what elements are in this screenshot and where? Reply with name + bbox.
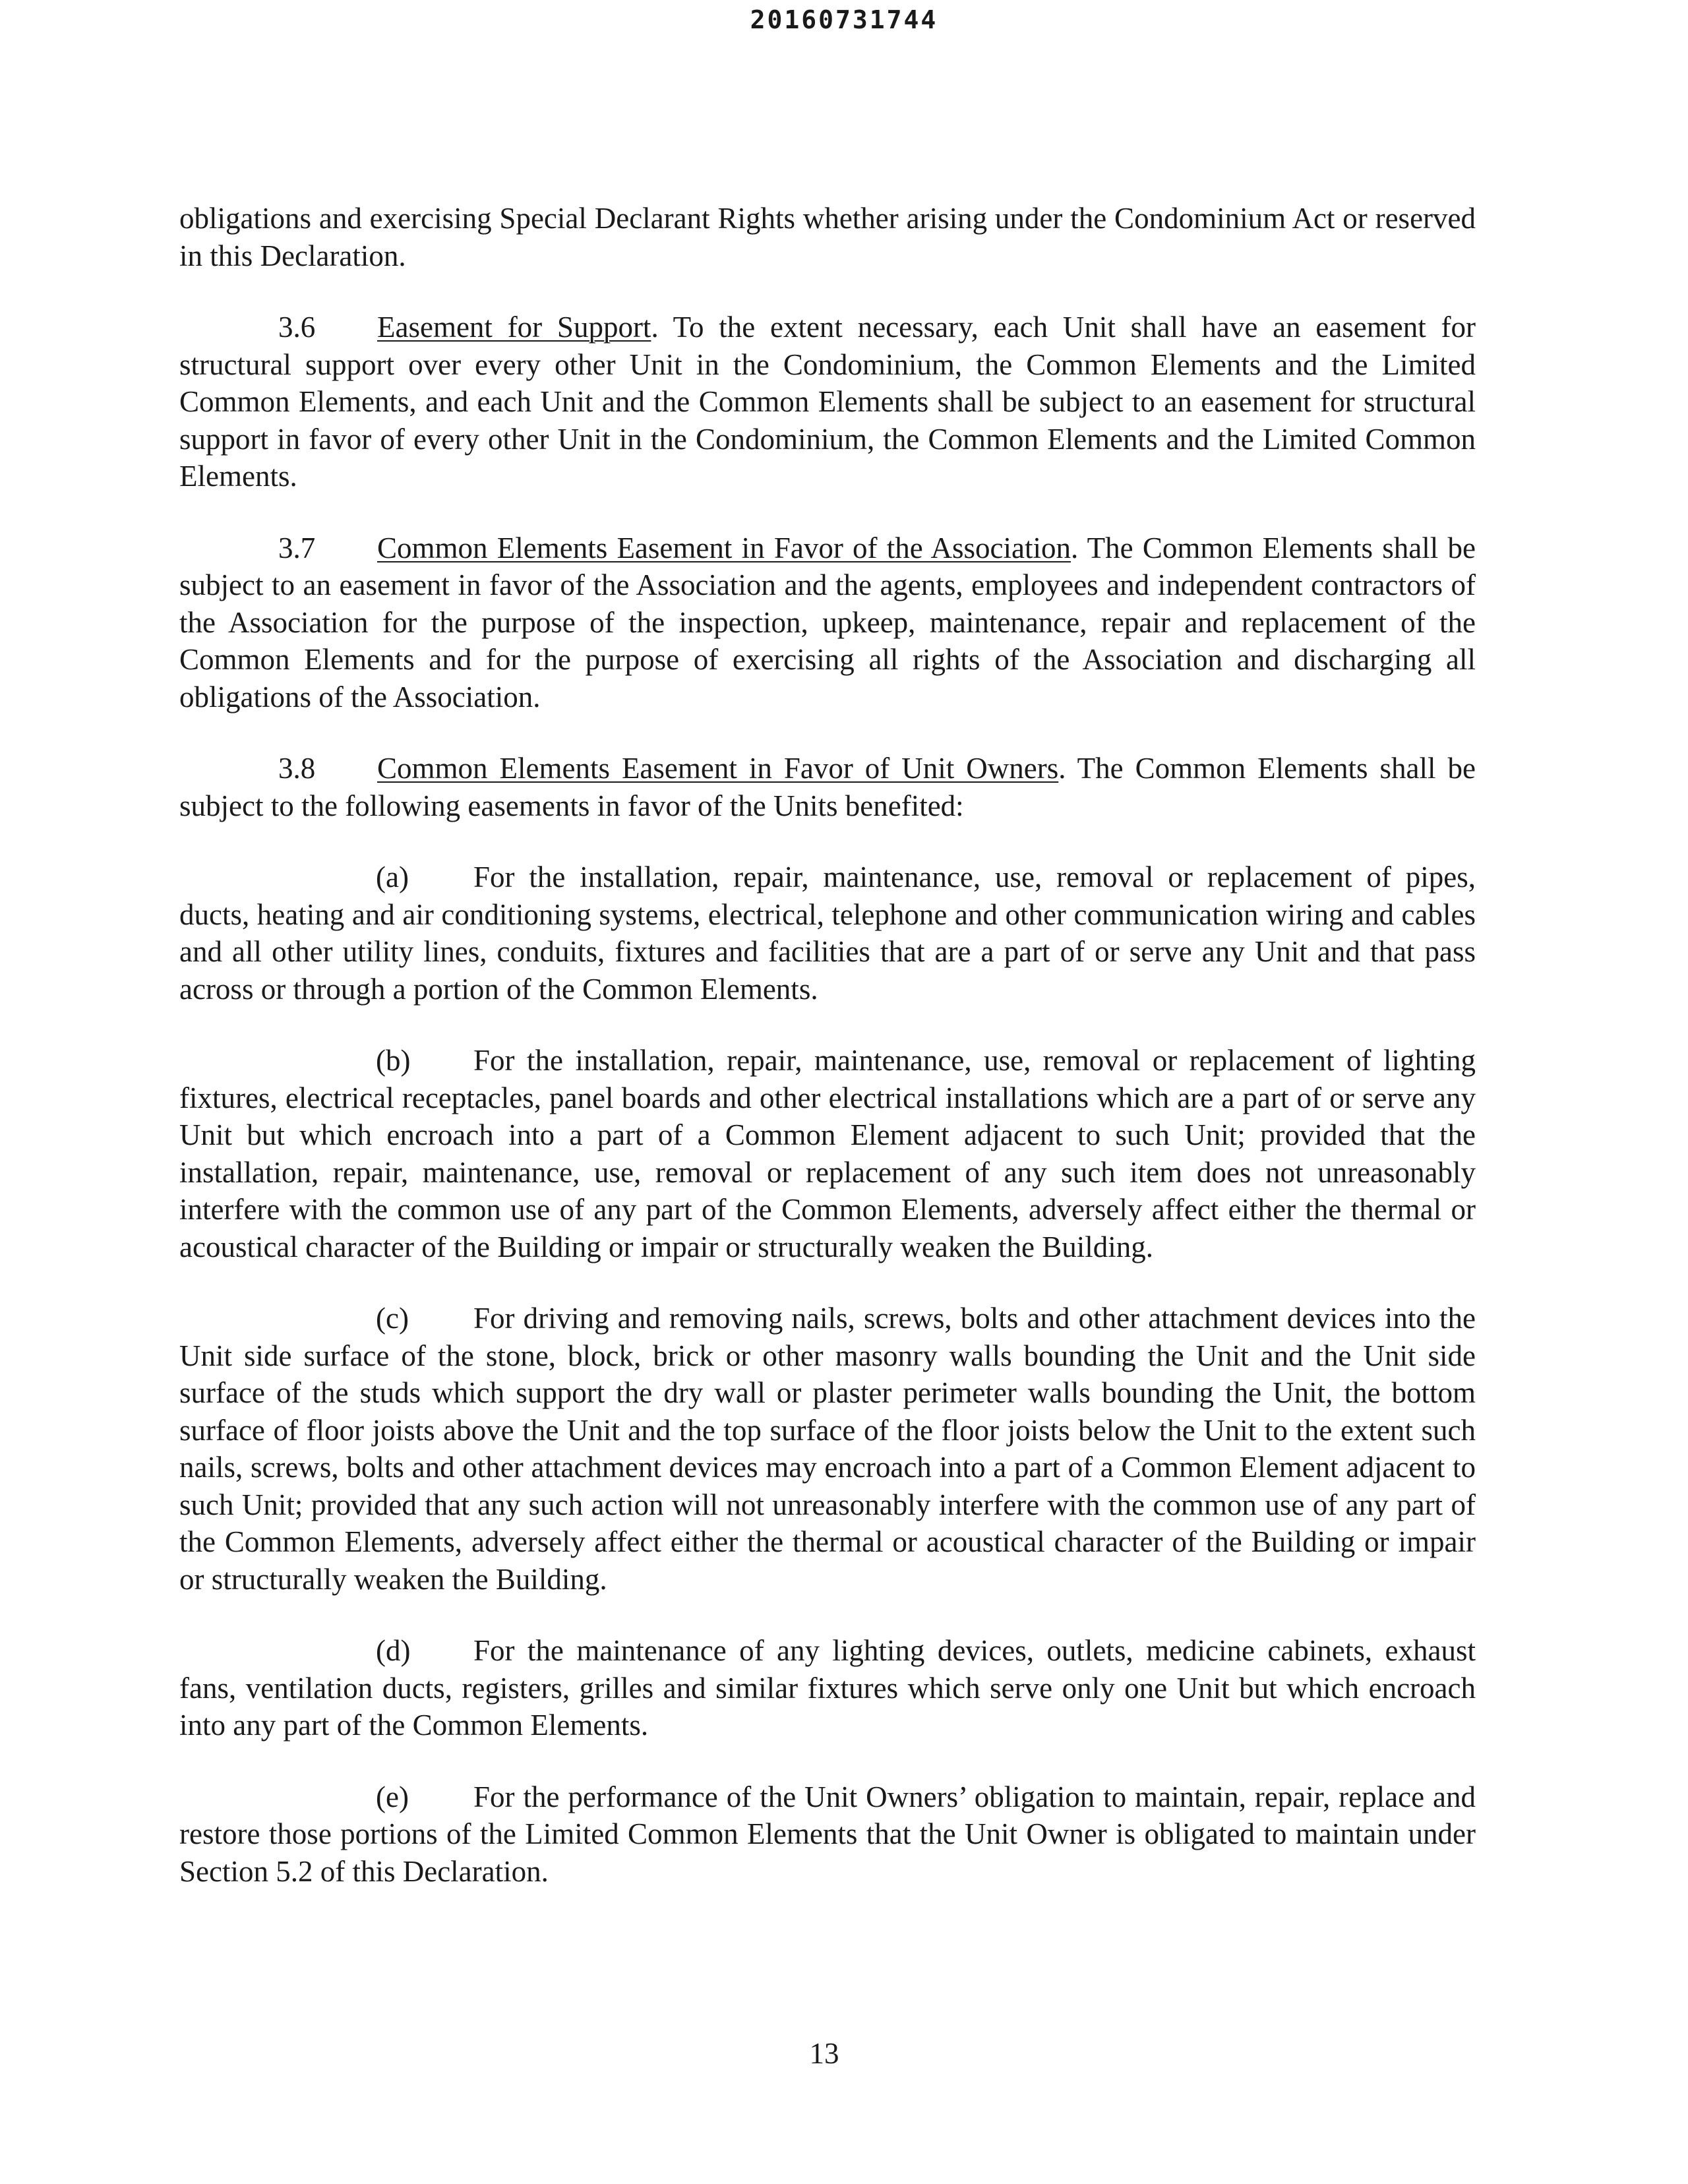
subsection-label: (d) <box>376 1634 411 1667</box>
subsection-label: (b) <box>376 1044 411 1077</box>
section-number: 3.6 <box>278 311 316 344</box>
subsection-text: For the installation, repair, maintenance, use, removal or replacement of lighting fixtures, electrical receptacles, panel boards and other electrical installations which are a part of or serve any Unit but which encroach into a part of a Common Element adjacent to such Unit; provided that the installation, repair, maintenance, use, removal or replacement of any such item does not unreasonably interfere with the common use of any part of the Common Elements, adversely affect either the thermal or acoustical character of the Building or impair or structurally weaken the Building. <box>179 1044 1476 1263</box>
section-text: To the extent necessary, each Unit shall have an easement for structural support over every other Unit in the Condominium, the Common Elements and the Limited Common Elements, and each Unit and the Common Elements shall be subject to an easement for structural support in favor of every other Unit in the Condominium, the Common Elements and the Limited Common Elements. <box>179 311 1476 493</box>
page-body <box>179 200 1476 1890</box>
subsection-text: For driving and removing nails, screws, bolts and other attachment devices into the Unit side surface of the stone, block, brick or other masonry walls bounding the Unit and the Unit side surface of the studs which support the dry wall or plaster perimeter walls bounding the Unit, the bottom surface of floor joists above the Unit and the top surface of the floor joists below the Unit to the extent such nails, screws, bolts and other attachment devices may encroach into a part of a Common Element adjacent to such Unit; provided that any such action will not unreasonably interfere with the common use of any part of the Common Elements, adversely affect either the thermal or acoustical character of the Building or impair or structurally weaken the Building. <box>179 1302 1476 1596</box>
subsection-text: For the maintenance of any lighting devices, outlets, medicine cabinets, exhaust fans, ventilation ducts, registers, grilles and similar fixtures which serve only one Unit but which encroach into any part of the Common Elements. <box>179 1634 1476 1742</box>
section-3-7: 3.7 Common Elements Easement in Favor of the Association. The Common Elements shall be subject to an easement in favor of the Association and the agents, employees and independent contractors of the Association for the purpose of the inspection, upkeep, maintenance, repair and replacement of the Common Elements and for the purpose of exercising all rights of the Association and discharging all obligations of the Association. <box>179 530 1476 716</box>
subsection-e <box>179 1778 1476 1891</box>
section-title: Easement for Support <box>377 311 651 344</box>
section-3-6: 3.6 Easement for Support. To the extent necessary, each Unit shall have an easement for structural support over every other Unit in the Condominium, the Common Elements and the Limited Common Elements, and each Unit and the Common Elements shall be subject to an easement for structural support in favor of every other Unit in the Condominium, the Common Elements and the Limited Common Elements. <box>179 309 1476 495</box>
subsection-text: For the performance of the Unit Owners’ obligation to maintain, repair, replace and restore those portions of the Limited Common Elements that the Unit Owner is obligated to maintain under Section 5.2 of this Declaration. <box>179 1780 1476 1888</box>
page-number: 13 <box>809 2037 839 2070</box>
subsection-label: (a) <box>376 861 409 894</box>
subsection-a <box>179 859 1476 1008</box>
subsection-d <box>179 1632 1476 1744</box>
subsection-b <box>179 1042 1476 1265</box>
section-text: The Common Elements shall be subject to an easement in favor of the Association and the agents, employees and independent contractors of the Association for the purpose of the inspection, upkeep, maintenance, repair and replacement of the Common Elements and for the purpose of exercising all rights of the Association and discharging all obligations of the Association. <box>179 531 1476 713</box>
section-3-8: 3.8 Common Elements Easement in Favor of Unit Owners. The Common Elements shall be subject to the following easements in favor of the Units benefited: <box>179 750 1476 824</box>
document-number: 20160731744 <box>750 5 938 34</box>
subsection-label: (e) <box>376 1780 409 1813</box>
section-number: 3.8 <box>278 752 316 785</box>
subsection-label: (c) <box>376 1302 409 1335</box>
continuation-paragraph: obligations and exercising Special Declarant Rights whether arising under the Condominium Act or reserved in this Declaration. <box>179 202 1476 272</box>
section-number: 3.7 <box>278 531 316 564</box>
section-text: The Common Elements shall be subject to the following easements in favor of the Units benefited: <box>179 752 1476 822</box>
section-title: Common Elements Easement in Favor of the Association <box>377 531 1071 564</box>
subsection-text: For the installation, repair, maintenance, use, removal or replacement of pipes, ducts, heating and air conditioning systems, electrical, telephone and other communication wiring and cables and all other utility lines, conduits, fixtures and facilities that are a part of or serve any Unit and that pass across or through a portion of the Common Elements. <box>179 861 1476 1006</box>
subsection-c <box>179 1300 1476 1598</box>
section-title: Common Elements Easement in Favor of Unit Owners <box>377 752 1059 785</box>
